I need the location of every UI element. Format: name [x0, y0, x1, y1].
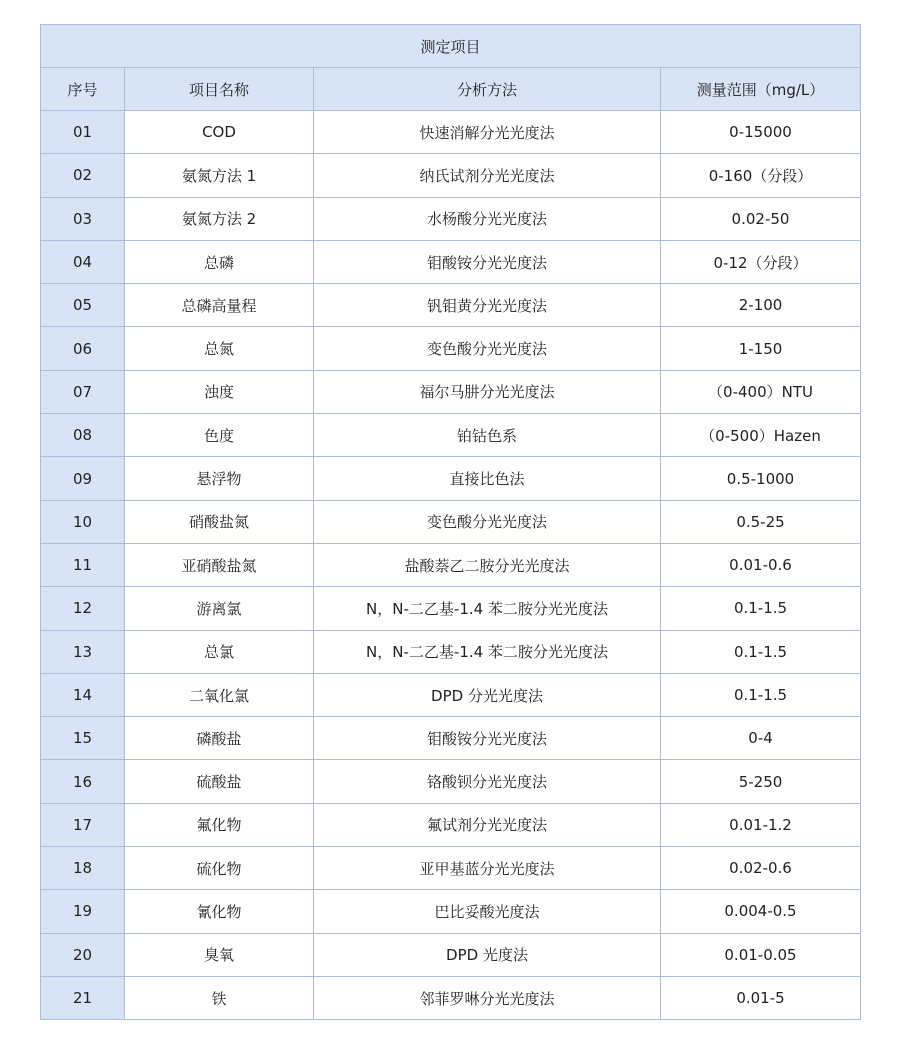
- measurement-items-table: [40, 24, 861, 1020]
- cell-number: 12: [41, 587, 125, 630]
- cell-item-name: 氟化物: [125, 803, 314, 846]
- cell-item-name: 硫酸盐: [125, 760, 314, 803]
- table-row: [41, 933, 861, 976]
- cell-method: 氟试剂分光光度法: [314, 803, 661, 846]
- cell-range: 0.1-1.5: [661, 587, 861, 630]
- cell-method: 钒钼黄分光光度法: [314, 284, 661, 327]
- cell-item-name: 磷酸盐: [125, 717, 314, 760]
- table-row: [41, 154, 861, 197]
- cell-method: 巴比妥酸光度法: [314, 890, 661, 933]
- cell-number: 05: [41, 284, 125, 327]
- cell-item-name: 氨氮方法 1: [125, 154, 314, 197]
- cell-number: 21: [41, 976, 125, 1019]
- table-row: [41, 457, 861, 500]
- cell-number: 02: [41, 154, 125, 197]
- table-row: [41, 847, 861, 890]
- cell-method: 铂钴色系: [314, 414, 661, 457]
- table-row: [41, 500, 861, 543]
- table-row: [41, 587, 861, 630]
- cell-method: 水杨酸分光光度法: [314, 197, 661, 240]
- cell-item-name: 总磷: [125, 240, 314, 283]
- cell-item-name: 硝酸盐氮: [125, 500, 314, 543]
- cell-item-name: 游离氯: [125, 587, 314, 630]
- table-row: [41, 240, 861, 283]
- cell-method: 直接比色法: [314, 457, 661, 500]
- cell-item-name: COD: [125, 111, 314, 154]
- cell-range: 0.01-0.05: [661, 933, 861, 976]
- table-header-row: [41, 68, 861, 111]
- cell-method: 快速消解分光光度法: [314, 111, 661, 154]
- cell-range: 0.5-1000: [661, 457, 861, 500]
- cell-item-name: 氰化物: [125, 890, 314, 933]
- cell-range: 0.1-1.5: [661, 630, 861, 673]
- cell-number: 09: [41, 457, 125, 500]
- cell-range: （0-400）NTU: [661, 370, 861, 413]
- cell-number: 13: [41, 630, 125, 673]
- table-row: [41, 543, 861, 586]
- cell-number: 07: [41, 370, 125, 413]
- cell-item-name: 氨氮方法 2: [125, 197, 314, 240]
- table-body: [41, 111, 861, 1020]
- table-row: [41, 760, 861, 803]
- cell-item-name: 浊度: [125, 370, 314, 413]
- cell-number: 17: [41, 803, 125, 846]
- cell-number: 04: [41, 240, 125, 283]
- cell-number: 15: [41, 717, 125, 760]
- cell-number: 06: [41, 327, 125, 370]
- cell-number: 01: [41, 111, 125, 154]
- table-row: [41, 284, 861, 327]
- cell-item-name: 总氯: [125, 630, 314, 673]
- table-row: [41, 197, 861, 240]
- cell-method: DPD 光度法: [314, 933, 661, 976]
- cell-number: 03: [41, 197, 125, 240]
- table-title: 测定项目: [41, 25, 861, 68]
- cell-item-name: 硫化物: [125, 847, 314, 890]
- cell-range: 0.02-0.6: [661, 847, 861, 890]
- cell-range: 0.01-0.6: [661, 543, 861, 586]
- table-row: [41, 414, 861, 457]
- cell-item-name: 总氮: [125, 327, 314, 370]
- cell-range: 0.5-25: [661, 500, 861, 543]
- cell-method: DPD 分光光度法: [314, 673, 661, 716]
- cell-method: 钼酸铵分光光度法: [314, 717, 661, 760]
- table-row: [41, 111, 861, 154]
- cell-method: 变色酸分光光度法: [314, 500, 661, 543]
- cell-range: 5-250: [661, 760, 861, 803]
- cell-method: 变色酸分光光度法: [314, 327, 661, 370]
- cell-range: （0-500）Hazen: [661, 414, 861, 457]
- cell-item-name: 色度: [125, 414, 314, 457]
- cell-range: 0-4: [661, 717, 861, 760]
- cell-method: N，N-二乙基-1.4 苯二胺分光光度法: [314, 630, 661, 673]
- header-item-name: 项目名称: [125, 68, 314, 111]
- cell-number: 11: [41, 543, 125, 586]
- cell-number: 10: [41, 500, 125, 543]
- cell-range: 0-160（分段）: [661, 154, 861, 197]
- table-row: [41, 673, 861, 716]
- cell-range: 0-12（分段）: [661, 240, 861, 283]
- cell-method: 福尔马肼分光光度法: [314, 370, 661, 413]
- cell-number: 16: [41, 760, 125, 803]
- table-row: [41, 327, 861, 370]
- cell-range: 0.02-50: [661, 197, 861, 240]
- cell-item-name: 二氧化氯: [125, 673, 314, 716]
- cell-range: 1-150: [661, 327, 861, 370]
- cell-range: 0.01-1.2: [661, 803, 861, 846]
- document-sheet: [40, 24, 860, 1020]
- header-method: 分析方法: [314, 68, 661, 111]
- header-range: 测量范围（mg/L）: [661, 68, 861, 111]
- cell-item-name: 亚硝酸盐氮: [125, 543, 314, 586]
- table-row: [41, 890, 861, 933]
- table-row: [41, 630, 861, 673]
- cell-method: 纳氏试剂分光光度法: [314, 154, 661, 197]
- cell-number: 14: [41, 673, 125, 716]
- cell-item-name: 臭氧: [125, 933, 314, 976]
- cell-range: 0.1-1.5: [661, 673, 861, 716]
- cell-method: 亚甲基蓝分光光度法: [314, 847, 661, 890]
- cell-number: 08: [41, 414, 125, 457]
- cell-method: 邻菲罗啉分光光度法: [314, 976, 661, 1019]
- cell-item-name: 悬浮物: [125, 457, 314, 500]
- table-title-row: [41, 25, 861, 68]
- table-row: [41, 370, 861, 413]
- cell-range: 0-15000: [661, 111, 861, 154]
- cell-range: 2-100: [661, 284, 861, 327]
- cell-method: 盐酸萘乙二胺分光光度法: [314, 543, 661, 586]
- cell-number: 20: [41, 933, 125, 976]
- cell-number: 18: [41, 847, 125, 890]
- table-row: [41, 717, 861, 760]
- table-row: [41, 976, 861, 1019]
- cell-range: 0.01-5: [661, 976, 861, 1019]
- cell-method: 铬酸钡分光光度法: [314, 760, 661, 803]
- cell-method: N，N-二乙基-1.4 苯二胺分光光度法: [314, 587, 661, 630]
- cell-method: 钼酸铵分光光度法: [314, 240, 661, 283]
- cell-item-name: 总磷高量程: [125, 284, 314, 327]
- table-row: [41, 803, 861, 846]
- cell-item-name: 铁: [125, 976, 314, 1019]
- header-number: 序号: [41, 68, 125, 111]
- cell-number: 19: [41, 890, 125, 933]
- cell-range: 0.004-0.5: [661, 890, 861, 933]
